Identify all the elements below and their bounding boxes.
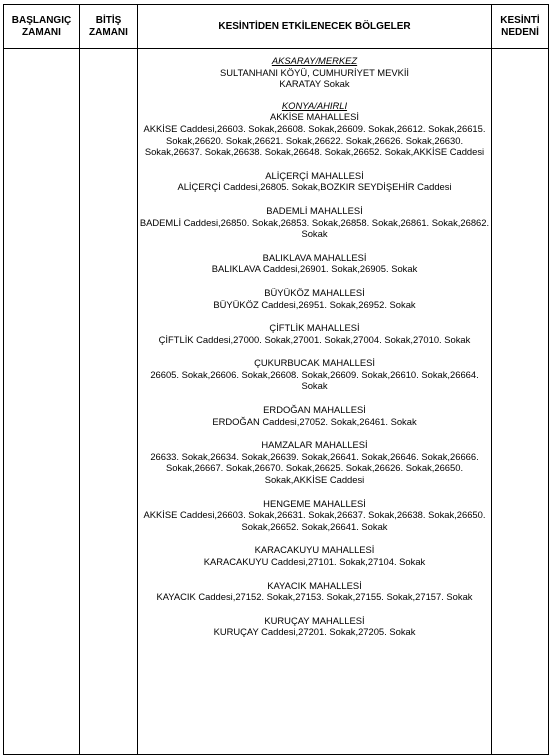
list-item	[138, 287, 491, 310]
header-row	[4, 5, 549, 49]
street-list: ALİÇERÇİ Caddesi,26805. Sokak,BOZKIR SEYDİŞEHİR Caddesi	[177, 181, 452, 193]
street-list: ERDOĞAN Caddesi,27052. Sokak,26461. Sokak	[212, 415, 417, 427]
reason-cell	[492, 49, 549, 755]
neighborhood-name: KAYACIK MAHALLESİ	[267, 579, 362, 591]
list-item	[138, 544, 491, 567]
neighborhood-name: HAMZALAR MAHALLESİ	[261, 439, 368, 451]
start-time-cell	[4, 49, 80, 755]
header-reason-line2: NEDENİ	[501, 26, 539, 38]
header-affected-regions	[138, 5, 492, 49]
neighborhood-name: ÇİFTLİK MAHALLESİ	[269, 322, 360, 334]
neighborhood-name: BALIKLAVA MAHALLESİ	[262, 251, 367, 263]
street-list: 26633. Sokak,26634. Sokak,26639. Sokak,26641. Sokak,26646. Sokak,26666. Sokak,26667. Sokak,26670. Sokak,26625. Sokak,26626. Sokak,26650. Sokak,AKKİSE Caddesi	[150, 450, 479, 486]
header-end-line1: BİTİŞ	[95, 14, 122, 26]
neighborhood-name: KARACAKUYU MAHALLESİ	[254, 544, 375, 556]
outage-table	[3, 4, 549, 755]
list-item	[138, 170, 491, 193]
header-end-time	[80, 5, 138, 49]
header-reason-line1: KESİNTİ	[500, 14, 540, 26]
header-start-line1: BAŞLANGIÇ	[11, 14, 72, 26]
header-start-time	[4, 5, 80, 49]
header-reason	[492, 5, 549, 49]
list-item	[138, 67, 491, 90]
street-list: ÇİFTLİK Caddesi,27000. Sokak,27001. Sokak,27004. Sokak,27010. Sokak	[158, 333, 471, 345]
neighborhood-name: AKKİSE MAHALLESİ	[269, 111, 360, 123]
list-item	[138, 322, 491, 345]
neighborhood-name: ALİÇERÇİ MAHALLESİ	[265, 169, 364, 181]
street-list: KAYACIK Caddesi,27152. Sokak,27153. Sokak,27155. Sokak,27157. Sokak	[156, 591, 473, 603]
neighborhood-name: BADEMLİ MAHALLESİ	[266, 204, 363, 216]
table-header	[4, 5, 549, 49]
list-item	[138, 615, 491, 638]
neighborhood-name: ÇUKURBUCAK MAHALLESİ	[254, 357, 375, 369]
neighborhood-name: BÜYÜKÖZ MAHALLESİ	[264, 286, 365, 298]
list-item	[138, 404, 491, 427]
affected-regions-cell	[138, 49, 492, 755]
neighborhood-name: SULTANHANI KÖYÜ, CUMHURİYET MEVKİİ	[219, 66, 410, 78]
street-list: BADEMLİ Caddesi,26850. Sokak,26853. Sokak,26858. Sokak,26861. Sokak,26862. Sokak	[139, 216, 490, 240]
street-list: AKKİSE Caddesi,26603. Sokak,26631. Sokak,26637. Sokak,26638. Sokak,26650. Sokak,26652. Sokak,26641. Sokak	[143, 509, 486, 532]
list-item	[138, 357, 491, 392]
neighborhood-name: ERDOĞAN MAHALLESİ	[263, 404, 366, 416]
list-item	[138, 498, 491, 533]
end-time-cell	[80, 49, 138, 755]
header-end-line2: ZAMANI	[89, 26, 128, 38]
neighborhood-name: KURUÇAY MAHALLESİ	[264, 614, 365, 626]
table-row	[4, 49, 549, 755]
province-heading: AKSARAY/MERKEZ	[271, 55, 358, 66]
list-item	[138, 205, 491, 240]
neighborhood-name: HENGEME MAHALLESİ	[263, 497, 366, 509]
street-list: KARATAY Sokak	[279, 78, 350, 90]
street-list: KURUÇAY Caddesi,27201. Sokak,27205. Sokak	[213, 626, 416, 638]
list-item	[138, 439, 491, 485]
region-list	[138, 49, 491, 638]
street-list: 26605. Sokak,26606. Sokak,26608. Sokak,26609. Sokak,26610. Sokak,26664. Sokak	[150, 368, 479, 392]
list-item	[138, 111, 491, 157]
list-item	[138, 580, 491, 603]
street-list: BÜYÜKÖZ Caddesi,26951. Sokak,26952. Sokak	[213, 298, 416, 310]
header-start-line2: ZAMANI	[22, 26, 61, 38]
province-heading: KONYA/AHIRLI	[281, 99, 348, 111]
header-regions-label: KESİNTİDEN ETKİLENECEK BÖLGELER	[218, 20, 411, 32]
table-body	[4, 49, 549, 755]
street-list: BALIKLAVA Caddesi,26901. Sokak,26905. Sokak	[211, 263, 418, 275]
street-list: AKKİSE Caddesi,26603. Sokak,26608. Sokak,26609. Sokak,26612. Sokak,26615. Sokak,26620. Sokak,26621. Sokak,26622. Sokak,26626. Sokak,26630. Sokak,26637. Sokak,26638. Sokak,26648. Sokak,26652. Sokak,AKKİSE Caddesi	[143, 122, 486, 158]
list-item	[138, 252, 491, 275]
street-list: KARACAKUYU Caddesi,27101. Sokak,27104. Sokak	[203, 556, 426, 567]
